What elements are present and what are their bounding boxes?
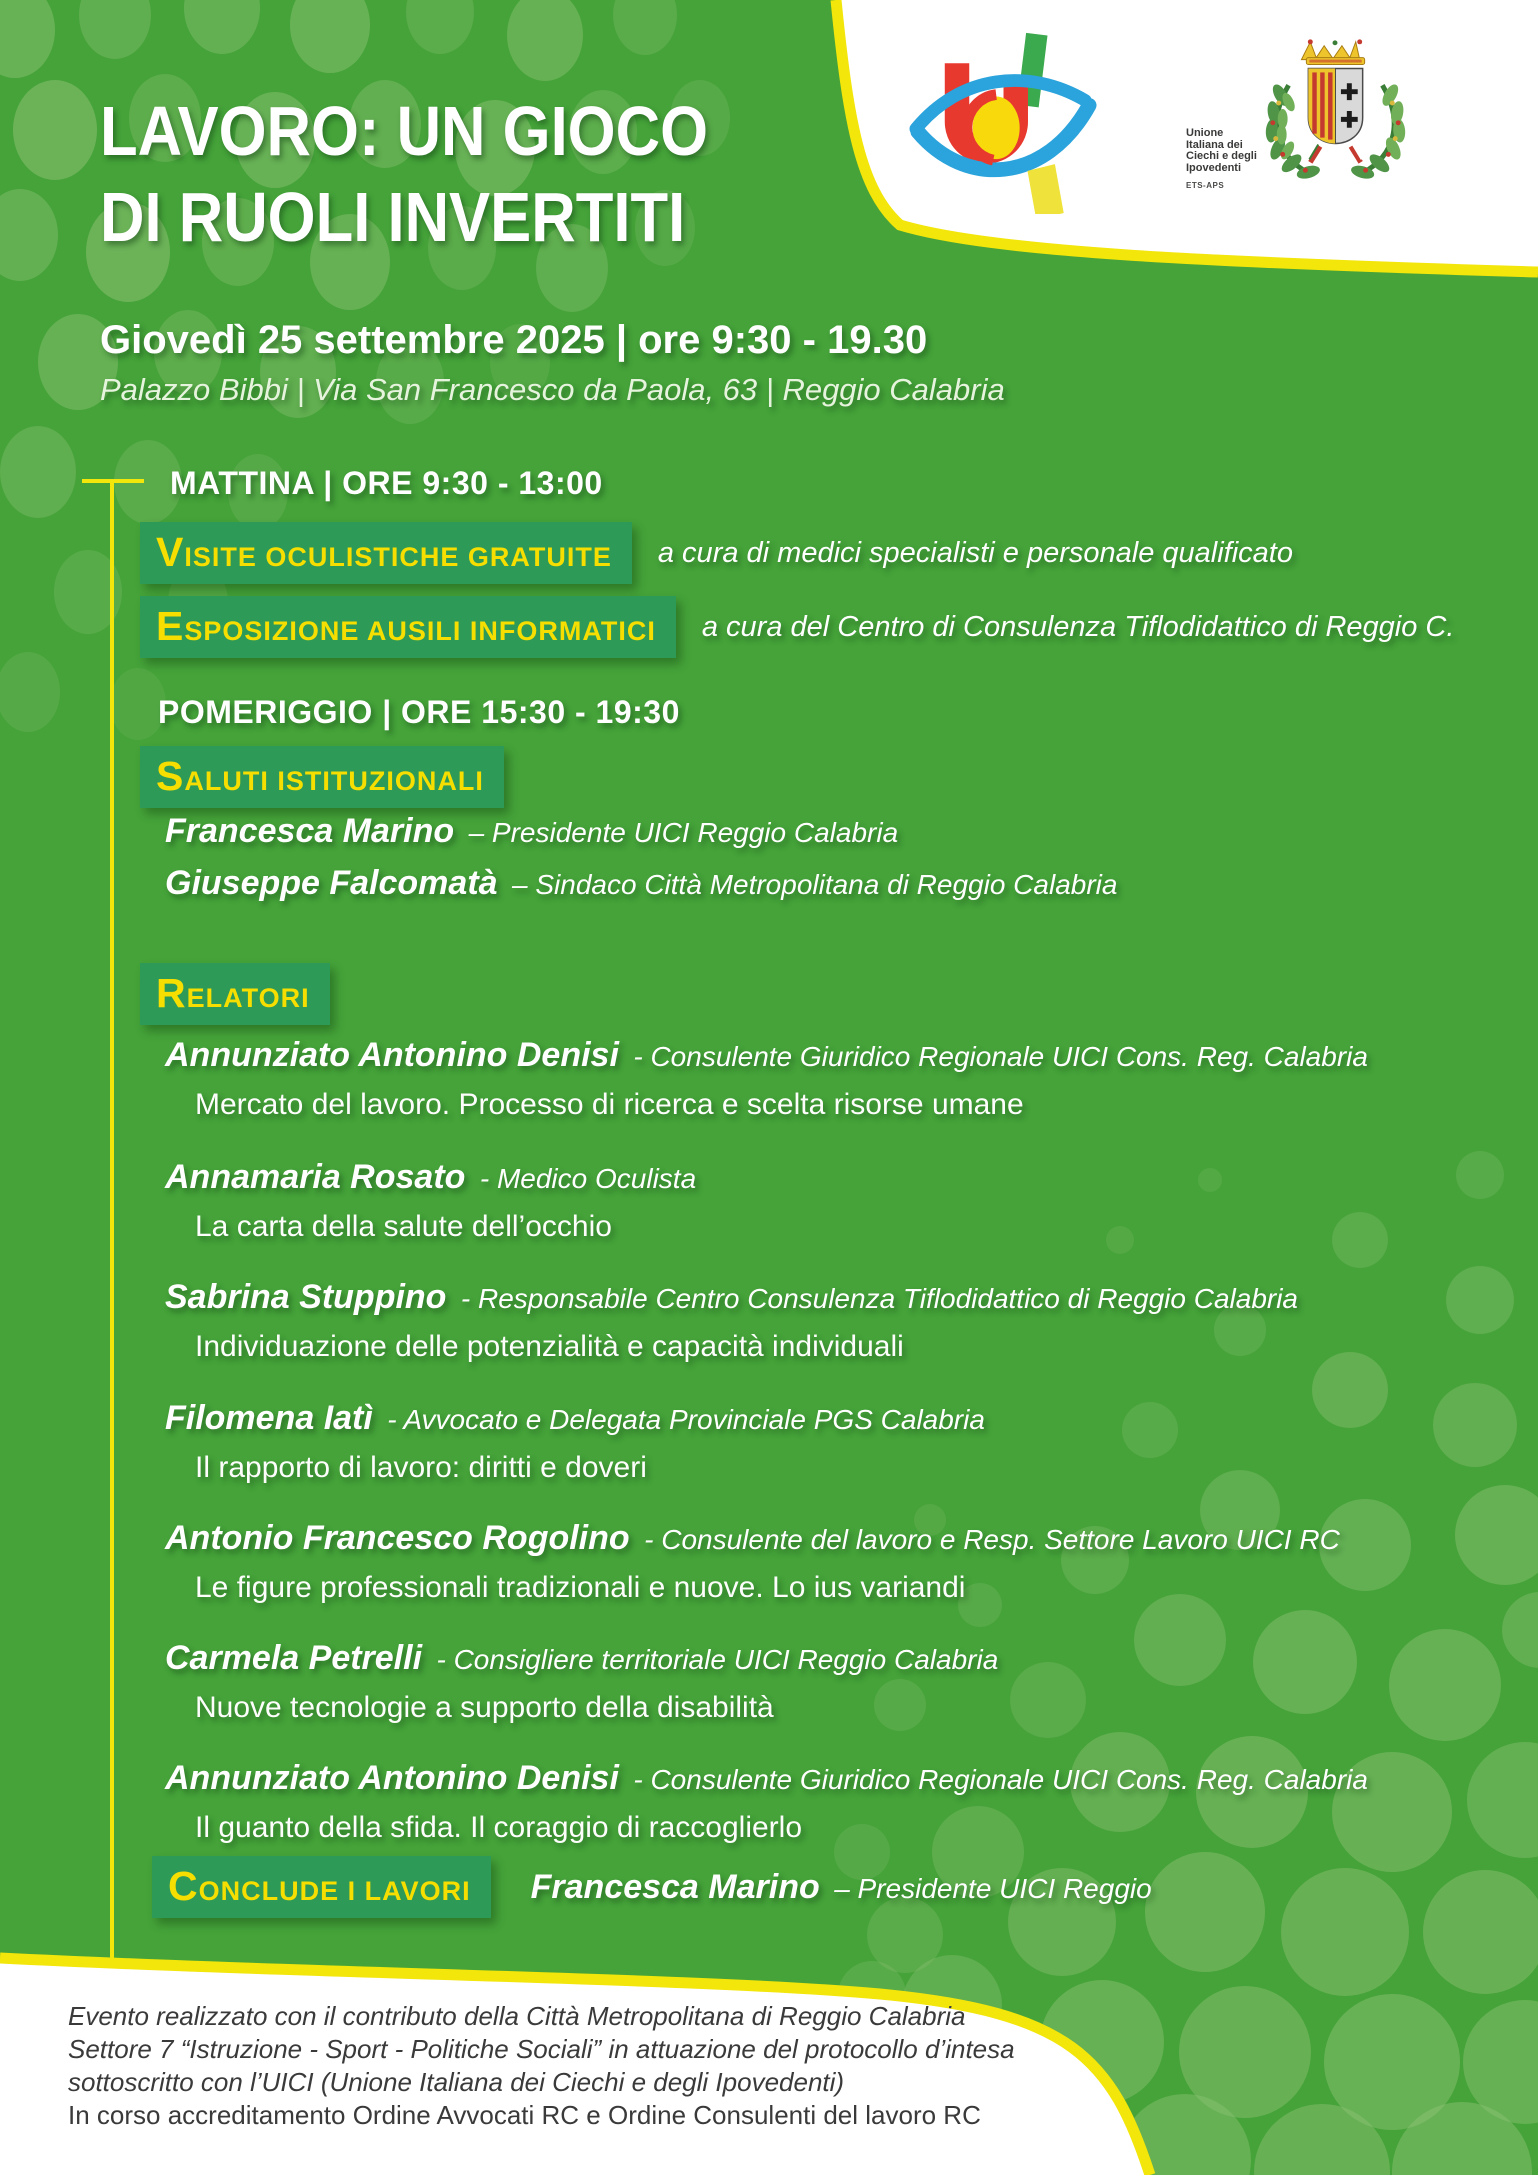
speaker-item xyxy=(165,1278,1298,1364)
speaker-role: - Consulente Giuridico Regionale UICI Cons. Reg. Calabria xyxy=(633,1764,1368,1795)
speaker-role: - Consulente del lavoro e Resp. Settore Lavoro UICI RC xyxy=(644,1524,1340,1555)
speaker-item xyxy=(165,1759,1368,1845)
shield xyxy=(1308,68,1362,143)
speaker-item xyxy=(165,1639,998,1725)
reggio-calabria-coat-of-arms-icon xyxy=(1248,28,1423,186)
tag-visite-oculistiche: VISITE OCULISTICHE GRATUITE xyxy=(140,522,632,584)
person-role: – Sindaco Città Metropolitana di Reggio Calabria xyxy=(512,869,1118,900)
speaker-topic: La carta della salute dell’occhio xyxy=(195,1210,612,1243)
tag-esposizione-ausili: ESPOSIZIONE AUSILI INFORMATICI xyxy=(140,596,676,658)
speaker-item xyxy=(165,1158,696,1244)
speaker-topic: Nuove tecnologie a supporto della disabilità xyxy=(195,1691,774,1724)
saluti-item xyxy=(165,864,1117,903)
session-header-afternoon: POMERIGGIO | ORE 15:30 - 19:30 xyxy=(158,694,680,730)
speaker-item xyxy=(165,1519,1340,1605)
speaker-topic: Il guanto della sfida. Il coraggio di raccoglierlo xyxy=(195,1811,803,1844)
footer-line: Evento realizzato con il contributo della Città Metropolitana di Reggio Calabria xyxy=(68,2001,966,2031)
tag-saluti-istituzionali: SALUTI ISTITUZIONALI xyxy=(140,746,504,808)
person-role: – Presidente UICI Reggio Calabria xyxy=(468,817,899,848)
uici-ets-aps-label: ETS-APS xyxy=(1186,181,1225,190)
speaker-name: Annunziato Antonino Denisi xyxy=(165,1036,619,1074)
footer-credits xyxy=(68,2000,1015,2132)
footer-line: Settore 7 “Istruzione - Sport - Politiche Sociali” in attuazione del protocollo d’intesa xyxy=(68,2034,1015,2064)
title-line-2: DI RUOLI INVERTITI xyxy=(100,178,686,256)
morning-item-desc: a cura di medici specialisti e personale qualificato xyxy=(657,536,1293,569)
footer-line: In corso accreditamento Ordine Avvocati RC e Ordine Consulenti del lavoro RC xyxy=(68,2100,981,2130)
uici-logo-text xyxy=(1186,128,1257,192)
speaker-role: - Consulente Giuridico Regionale UICI Cons. Reg. Calabria xyxy=(633,1041,1368,1072)
speaker-name: Annunziato Antonino Denisi xyxy=(165,1759,619,1797)
tag-relatori: RELATORI xyxy=(140,963,330,1025)
conclude-role: – Presidente UICI Reggio xyxy=(834,1872,1152,1904)
crown xyxy=(1301,39,1364,64)
speaker-name: Carmela Petrelli xyxy=(165,1639,423,1677)
speaker-topic: Mercato del lavoro. Processo di ricerca e scelta risorse umane xyxy=(195,1088,1024,1121)
uici-text-line: Unione xyxy=(1186,127,1224,139)
event-datetime: Giovedì 25 settembre 2025 | ore 9:30 - 19.30 xyxy=(100,318,928,362)
speaker-topic: Le figure professionali tradizionali e nuove. Lo ius variandi xyxy=(195,1571,966,1604)
uici-text-line: Italiana dei xyxy=(1186,138,1243,151)
tag-conclude-i-lavori: CONCLUDE I LAVORI xyxy=(152,1856,491,1918)
person-name: Francesca Marino xyxy=(165,812,455,850)
speaker-item xyxy=(165,1399,985,1485)
speaker-name: Filomena Iatì xyxy=(165,1399,373,1437)
footer-line: sottoscritto con l’UICI (Unione Italiana dei Ciechi e degli Ipovedenti) xyxy=(68,2067,845,2097)
morning-item xyxy=(140,522,1293,584)
person-name: Giuseppe Falcomatà xyxy=(165,864,498,902)
saluti-item xyxy=(165,812,898,851)
morning-item-desc: a cura del Centro di Consulenza Tiflodidattico di Reggio C. xyxy=(701,610,1455,643)
conclude-name: Francesca Marino xyxy=(530,1867,820,1906)
conclude-row xyxy=(152,1856,1152,1918)
title-line-1: LAVORO: UN GIOCO xyxy=(100,92,709,170)
speaker-item xyxy=(165,1036,1368,1122)
speaker-role: - Medico Oculista xyxy=(479,1163,697,1194)
uici-eye-logo-icon xyxy=(905,28,1103,214)
speaker-role: - Consigliere territoriale UICI Reggio Calabria xyxy=(436,1644,999,1675)
event-venue: Palazzo Bibbi | Via San Francesco da Paola, 63 | Reggio Calabria xyxy=(100,372,1005,407)
morning-item xyxy=(140,596,1454,658)
speaker-name: Annamaria Rosato xyxy=(165,1158,466,1196)
speaker-topic: Il rapporto di lavoro: diritti e doveri xyxy=(195,1451,647,1484)
speaker-role: - Avvocato e Delegata Provinciale PGS Calabria xyxy=(387,1404,985,1435)
speaker-role: - Responsabile Centro Consulenza Tiflodidattico di Reggio Calabria xyxy=(460,1283,1299,1314)
ribbon xyxy=(1309,145,1361,163)
session-header-morning: MATTINA | ORE 9:30 - 13:00 xyxy=(170,465,603,501)
page-title xyxy=(100,88,708,260)
speaker-name: Antonio Francesco Rogolino xyxy=(165,1519,630,1557)
speaker-topic: Individuazione delle potenzialità e capacità individuali xyxy=(195,1330,904,1363)
uici-text-line: Ipovedenti xyxy=(1186,161,1242,174)
speaker-name: Sabrina Stuppino xyxy=(165,1278,447,1316)
uici-text-line: Ciechi e degli xyxy=(1186,150,1257,162)
